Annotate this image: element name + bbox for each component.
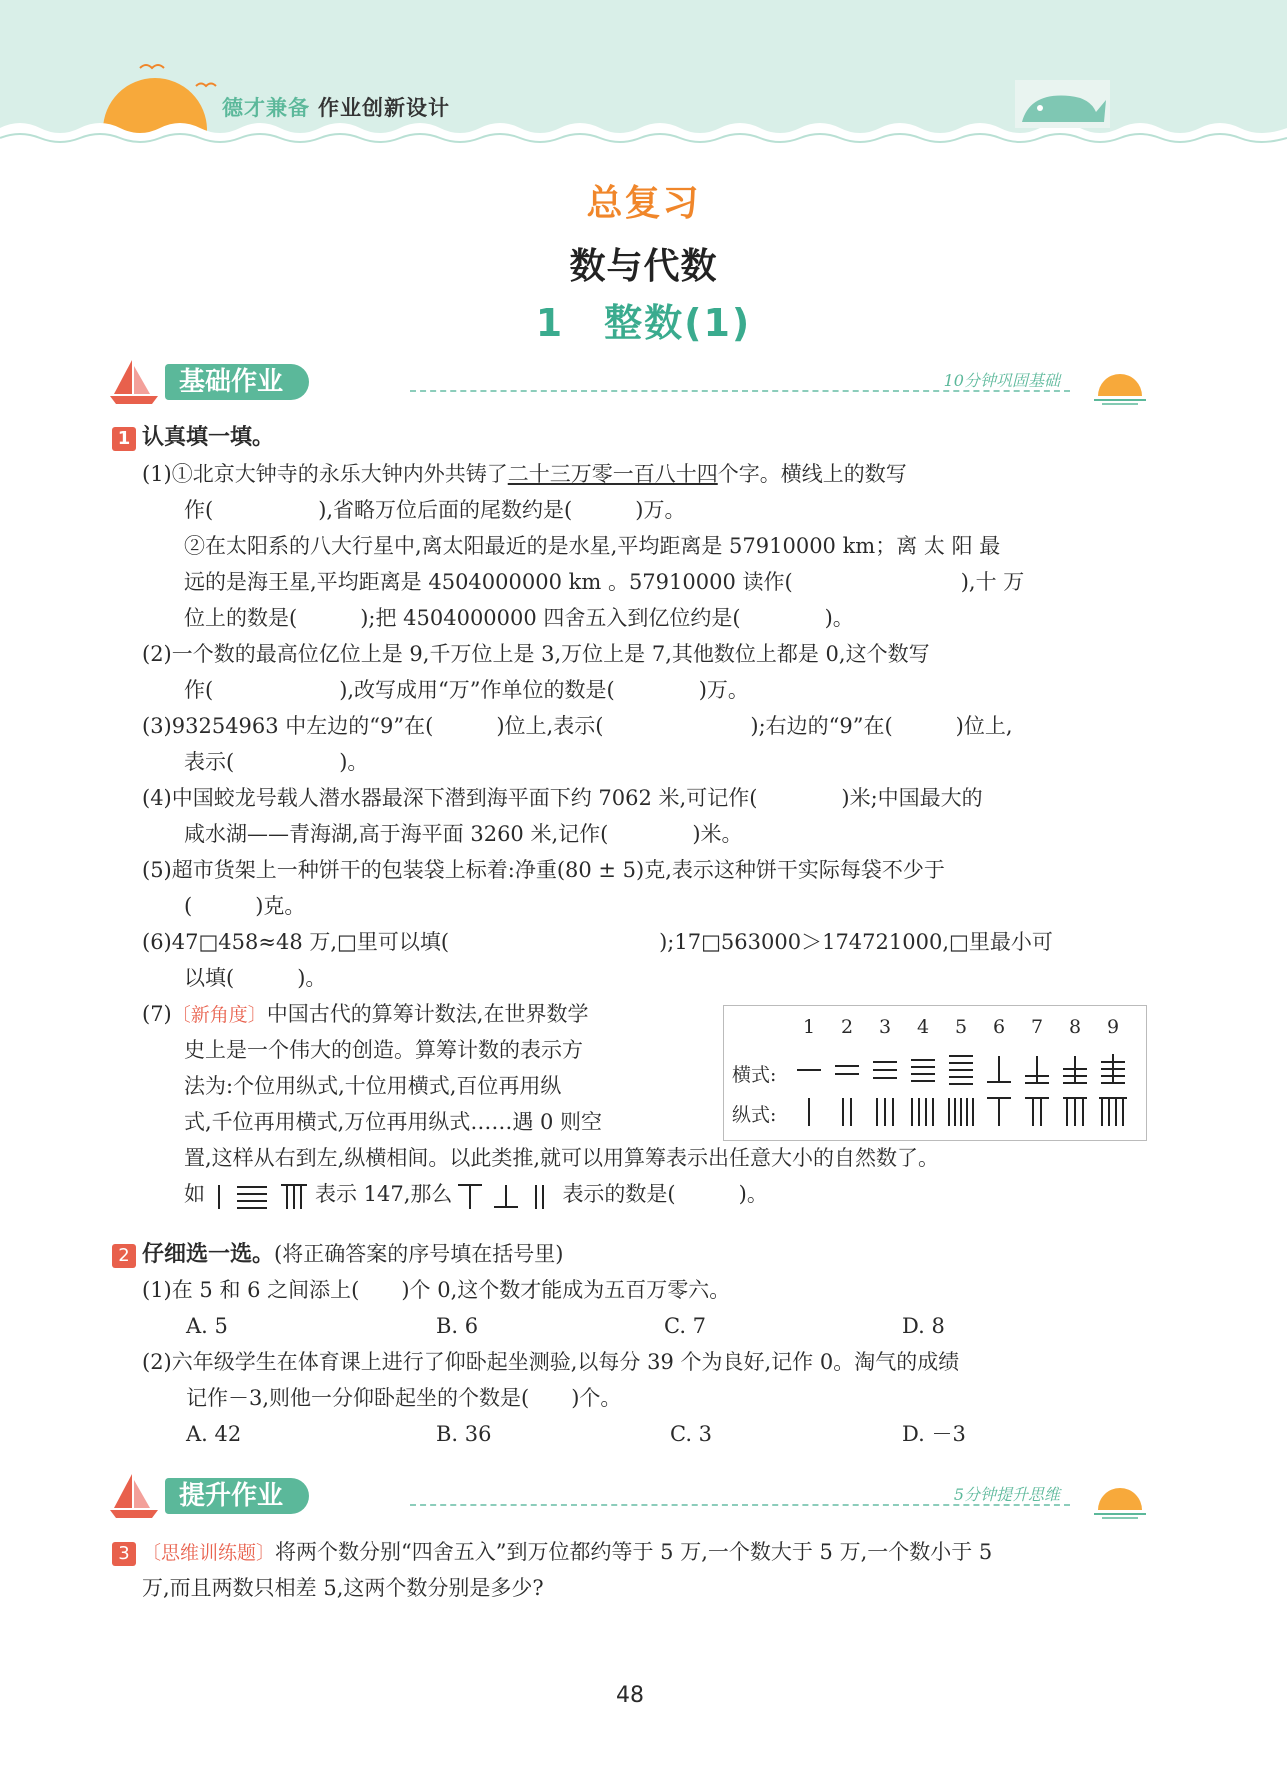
text: 个字。横线上的数写	[717, 462, 907, 486]
q3-line2: 万,而且两数只相差 5,这两个数分别是多少?	[142, 1576, 544, 1600]
text: (7)	[142, 1002, 172, 1026]
bird-icon	[140, 65, 164, 68]
sunset-icon	[1090, 366, 1150, 406]
q2-item1-option-c: C. 7	[664, 1314, 707, 1338]
basic-section-header	[110, 358, 1150, 408]
new-angle-tag: 〔新角度〕	[171, 1004, 267, 1026]
q1-item7-line2: 史上是一个伟大的创造。算筹计数的表示方	[184, 1038, 583, 1062]
text: 表示 147,那么	[315, 1182, 453, 1206]
text: 将两个数分别“四舍五入”到万位都约等于 5 万,一个数大于 5 万,一个数小于 5	[275, 1540, 993, 1564]
brand-green: 德才兼备	[222, 96, 310, 120]
basic-section-label: 基础作业	[165, 364, 309, 400]
digit-2: 2	[840, 1016, 854, 1038]
question-number: 2	[112, 1244, 136, 1268]
bird-icon-2	[196, 84, 216, 87]
text: 如	[184, 1182, 205, 1206]
advanced-section-header	[110, 1472, 1150, 1522]
q1-item7-line5: 置,这样从右到左,纵横相间。以此类推,就可以用算筹表示出任意大小的自然数了。	[184, 1146, 940, 1170]
digit-3: 3	[878, 1016, 892, 1038]
sunset-icon	[1090, 1480, 1150, 1520]
lesson-title: 1 整数(1)	[535, 301, 752, 345]
text: 中国古代的算筹计数法,在世界数学	[266, 1002, 589, 1026]
q2-item2-option-d: D. －3	[902, 1422, 966, 1446]
basic-section-hint: 10分钟巩固基础	[943, 371, 1060, 390]
q1-item4-line1: (4)中国蛟龙号载人潜水器最深下潜到海平面下约 7062 米,可记作( )米;中国最大的	[142, 786, 983, 810]
row-label-vertical: 纵式:	[732, 1104, 777, 1126]
section-title: 数与代数	[569, 246, 718, 287]
q1-item7-line3: 法为:个位用纵式,十位用横式,百位再用纵	[184, 1074, 562, 1098]
q2-item1-option-b: B. 6	[436, 1314, 479, 1338]
rod-numeral-table	[723, 1005, 1147, 1141]
page-number: 48	[616, 1683, 644, 1708]
rod-glyphs	[724, 1006, 1146, 1140]
question-2-heading	[112, 1236, 563, 1273]
rod-numeral-question	[452, 1181, 562, 1211]
sailboat-icon	[110, 1472, 160, 1518]
digit-9: 9	[1106, 1016, 1120, 1038]
advanced-section-hint: 5分钟提升思维	[953, 1485, 1060, 1504]
digit-8: 8	[1068, 1016, 1082, 1038]
q2-item2-line2: 记作－3,则他一分仰卧起坐的个数是( )个。	[186, 1386, 622, 1410]
q1-item3-line1: (3)93254963 中左边的“9”在( )位上,表示( );右边的“9”在( )位上,	[142, 714, 1013, 738]
header-banner	[0, 0, 1287, 150]
q2-item2-option-b: B. 36	[436, 1422, 492, 1446]
advanced-section-label: 提升作业	[165, 1478, 309, 1514]
sailboat-icon	[110, 358, 160, 404]
question-number: 1	[112, 427, 136, 451]
q3-line1	[112, 1534, 992, 1571]
q1-item1-line3: ②在太阳系的八大行星中,离太阳最近的是水星,平均距离是 57910000 km；离 太 阳 最	[184, 534, 1001, 558]
brand-dark: 作业创新设计	[318, 96, 450, 120]
question-2	[112, 1236, 1152, 1456]
underlined-number: 二十三万零一百八十四	[507, 462, 718, 486]
digit-5: 5	[954, 1016, 968, 1038]
q1-item2-line2: 作( ),改写成用“万”作单位的数是( )万。	[184, 678, 749, 702]
q1-item7-line1	[142, 996, 588, 1033]
q1-item7-line6	[184, 1176, 768, 1212]
row-label-horizontal: 横式:	[732, 1064, 777, 1086]
q1-item1-line4: 远的是海王星,平均距离是 4504000000 km 。57910000 读作( ),十 万	[184, 570, 1025, 594]
q2-item1: (1)在 5 和 6 之间添上( )个 0,这个数才能成为五百万零六。	[142, 1278, 731, 1302]
whale-icon	[1015, 80, 1110, 128]
q1-item3-line2: 表示( )。	[184, 750, 369, 774]
q1-item2-line1: (2)一个数的最高位亿位上是 9,千万位上是 3,万位上是 7,其他数位上都是 0,这个数写	[142, 642, 930, 666]
q2-item2-option-c: C. 3	[670, 1422, 713, 1446]
digit-7: 7	[1030, 1016, 1044, 1038]
question-number: 3	[112, 1542, 136, 1566]
q1-item7-line4: 式,千位再用横式,万位再用纵式……遇 0 则空	[184, 1110, 603, 1134]
q1-item5-line2: ( )克。	[184, 894, 306, 918]
question-3	[112, 1534, 1152, 1614]
q2-item2-option-a: A. 42	[186, 1422, 242, 1446]
digit-4: 4	[916, 1016, 930, 1038]
q1-item1-line2: 作( ),省略万位后面的尾数约是( )万。	[184, 498, 686, 522]
rod-numeral-147	[205, 1181, 315, 1211]
review-title: 总复习	[586, 183, 701, 224]
q1-item1-line1	[142, 456, 907, 492]
q2-item2-line1: (2)六年级学生在体育课上进行了仰卧起坐测验,以每分 39 个为良好,记作 0。淘气的成绩	[142, 1350, 960, 1374]
question-2-note: (将正确答案的序号填在括号里)	[274, 1242, 564, 1266]
question-2-title: 仔细选一选。	[142, 1242, 275, 1267]
question-1-heading	[112, 420, 274, 456]
text: (1)①北京大钟寺的永乐大钟内外共铸了	[142, 462, 508, 486]
text: 表示的数是( )。	[562, 1182, 768, 1206]
q2-item1-option-a: A. 5	[186, 1314, 228, 1338]
digit-6: 6	[992, 1016, 1006, 1038]
banner-art	[0, 0, 1287, 150]
q1-item6-line2: 以填( )。	[184, 966, 327, 990]
q1-item1-line5: 位上的数是( );把 4504000000 四舍五入到亿位约是( )。	[184, 606, 854, 630]
q1-item4-line2: 咸水湖——青海湖,高于海平面 3260 米,记作( )米。	[184, 822, 743, 846]
q1-item6-line1: (6)47□458≈48 万,□里可以填( );17□563000＞174721000,□里最小可	[142, 930, 1053, 954]
q2-item1-option-d: D. 8	[902, 1314, 945, 1338]
digit-1: 1	[802, 1016, 816, 1038]
question-1-title: 认真填一填。	[142, 425, 275, 450]
q1-item5-line1: (5)超市货架上一种饼干的包装袋上标着:净重(80 ± 5)克,表示这种饼干实际每袋不少于	[142, 858, 945, 882]
thinking-tag: 〔思维训练题〕	[142, 1542, 276, 1564]
brand	[222, 92, 450, 122]
